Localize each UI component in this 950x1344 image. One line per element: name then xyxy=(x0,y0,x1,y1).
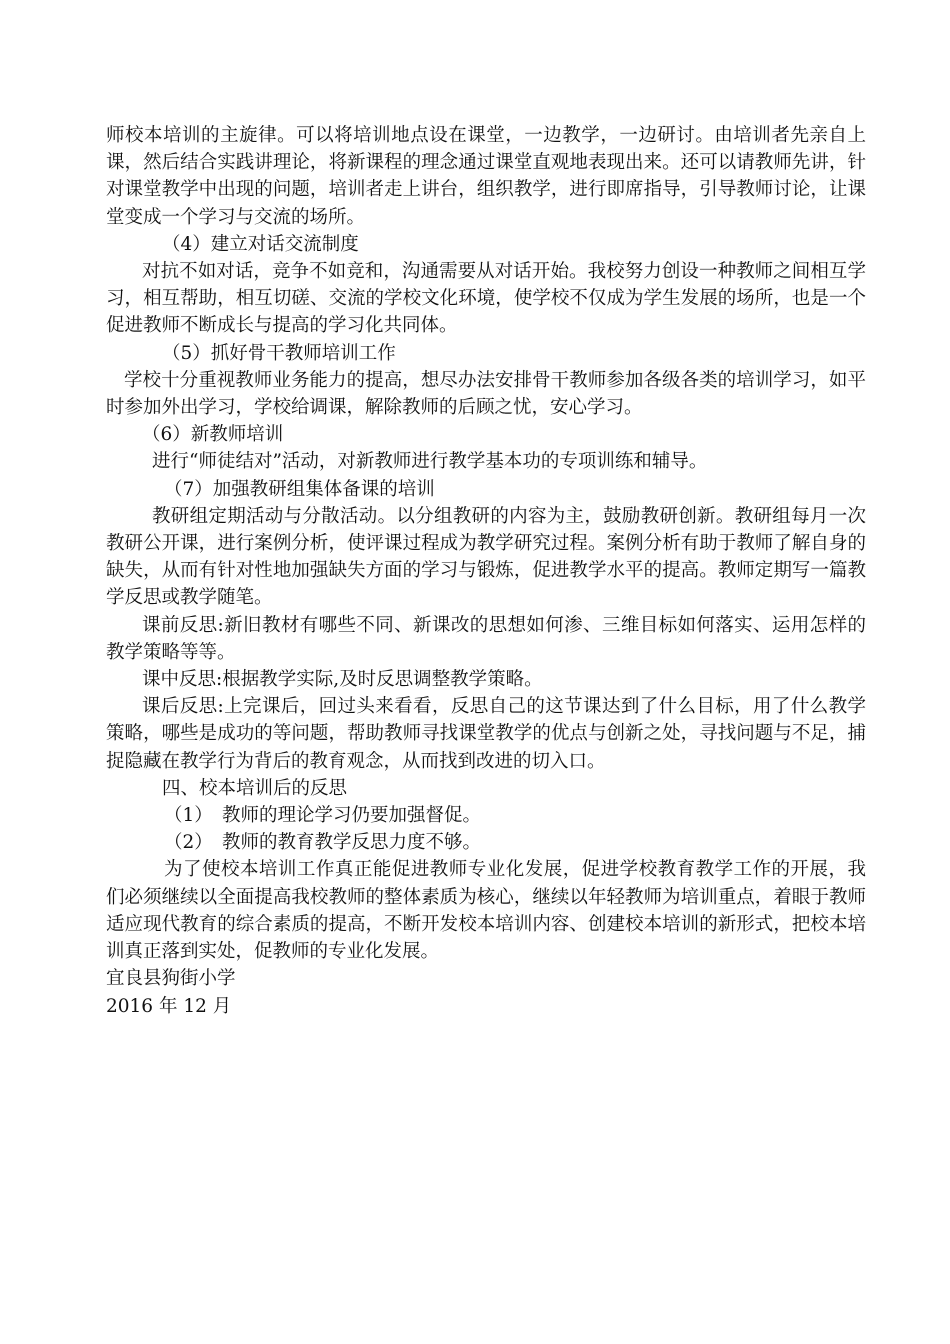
paragraph-new-teachers: 进行“师徒结对”活动，对新教师进行教学基本功的专项训练和辅导。 xyxy=(152,451,708,473)
list-item-reflection-strength: （2） 教师的教育教学反思力度不够。 xyxy=(164,832,482,854)
paragraph-post-class-reflection: 课后反思:上完课后，回过头来看看，反思自己的这节课达到了什么目标，用了什么教学策略，哪些是成功的等问题，帮助教师寻找课堂教学的优点与创新之处，寻找问题与不足，捕捉隐藏在教学行为背后的教育观念，从而找到改进的切入口。 xyxy=(106,696,866,772)
paragraph-classroom-training: 师校本培训的主旋律。可以将培训地点设在课堂，一边教学，一边研讨。由培训者先亲自上课，然后结合实践讲理论，将新课程的理念通过课堂直观地表现出来。还可以请教师先讲，针对课堂教学中出现的问题，培训者走上讲台，组织教学，进行即席指导，引导教师讨论，让课堂变成一个学习与交流的场所。 xyxy=(106,125,866,228)
paragraph-in-class-reflection: 课中反思:根据教学实际,及时反思调整教学策略。 xyxy=(142,669,543,691)
heading-backbone-teachers: （5）抓好骨干教师培训工作 xyxy=(162,342,396,364)
paragraph-backbone-teachers: 学校十分重视教师业务能力的提高，想尽办法安排骨干教师参加各级各类的培训学习，如平时参加外出学习，学校给调课，解除教师的后顾之忧，安心学习。 xyxy=(106,369,866,419)
heading-lesson-preparation: （7）加强教研组集体备课的培训 xyxy=(164,478,435,500)
heading-dialogue-system: （4）建立对话交流制度 xyxy=(162,233,359,255)
signature-date: 2016 年 12 月 xyxy=(106,995,232,1017)
paragraph-conclusion: 为了使校本培训工作真正能促进教师专业化发展，促进学校教育教学工作的开展，我们必须继续以全面提高我校教师的整体素质为核心，继续以年轻教师为培训重点，着眼于教师适应现代教育的综合素质的提高，不断开发校本培训内容、创建校本培训的新形式，把校本培训真正落到实处，促教师的专业化发展。 xyxy=(106,859,866,963)
paragraph-dialogue: 对抗不如对话，竞争不如竞和，沟通需要从对话开始。我校努力创设一种教师之间相互学习，相互帮助，相互切磋、交流的学校文化环境，使学校不仅成为学生发展的场所，也是一个促进教师不断成长与提高的学习化共同体。 xyxy=(106,261,866,337)
signature-school: 宜良县狗街小学 xyxy=(106,968,236,990)
heading-reflection-section: 四、校本培训后的反思 xyxy=(162,777,348,799)
list-item-theory-study: （1） 教师的理论学习仍要加强督促。 xyxy=(164,805,482,827)
paragraph-teaching-research: 教研组定期活动与分散活动。以分组教研的内容为主，鼓励教研创新。教研组每月一次教研公开课，进行案例分析，使评课过程成为教学研究过程。案例分析有助于教师了解自身的缺失，从而有针对性地加强缺失方面的学习与锻炼，促进教学水平的提高。教师定期写一篇教学反思或教学随笔。 xyxy=(106,505,866,609)
paragraph-pre-class-reflection: 课前反思:新旧教材有哪些不同、新课改的思想如何渗、三维目标如何落实、运用怎样的教学策略等等。 xyxy=(106,614,866,663)
heading-new-teachers: （6）新教师培训 xyxy=(142,424,284,446)
document-body xyxy=(106,122,866,1020)
